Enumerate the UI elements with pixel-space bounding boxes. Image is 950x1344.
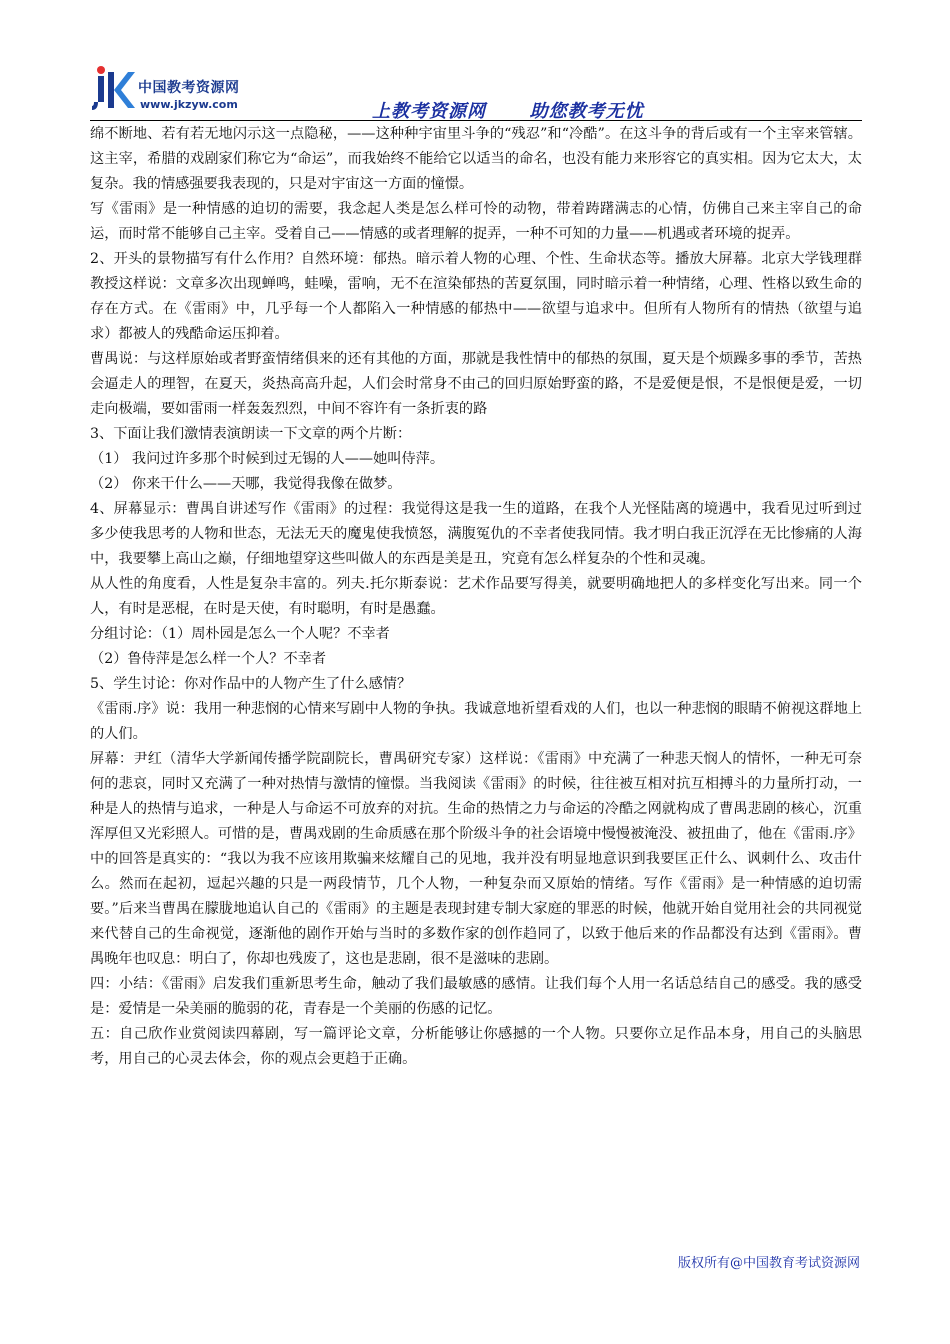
logo-name: 中国教考资源网	[138, 80, 240, 96]
footer-copyright: 版权所有@中国教育考试资源网	[677, 1256, 860, 1271]
document-body	[90, 122, 862, 1072]
paragraph: 四：小结：《雷雨》启发我们重新思考生命，触动了我们最敏感的感情。让我们每个人用一名话总结自己的感受。我的感受是：爱情是一朵美丽的脆弱的花，青春是一个美丽的伤感的记忆。	[90, 976, 862, 1017]
header-slogan: 上教考资源网 助您教考无忧	[372, 101, 644, 122]
jk-logo-icon	[92, 64, 136, 114]
paragraph: 曹禺说：与这样原始或者野蛮情绪俱来的还有其他的方面，那就是我性情中的郁热的氛围，夏天是个烦躁多事的季节，苦热会逼走人的理智，在夏天，炎热高高升起，人们会时常身不由己的回归原始野蛮的路，不是爱便是恨，不是恨便是爱，一切走向极端，要如雷雨一样轰轰烈烈，中间不容许有一条折衷的路	[90, 351, 862, 417]
paragraph: 3、下面让我们激情表演朗读一下文章的两个片断：	[90, 426, 412, 442]
paragraph: 绵不断地、若有若无地闪示这一点隐秘，——这种种宇宙里斗争的“残忍”和“冷酷”。在这斗争的背后或有一个主宰来管辖。这主宰，希腊的戏剧家们称它为“命运”，而我始终不能给它以适当的命名，也没有能力来形容它的真实相。因为它太大，太复杂。我的情感强要我表现的，只是对宇宙这一方面的憧憬。	[90, 126, 862, 192]
logo-url: www.jkzyw.com	[140, 98, 238, 111]
paragraph: 五：自己欣作业赏阅读四幕剧，写一篇评论文章，分析能够让你感撼的一个人物。只要你立足作品本身，用自己的头脑思考，用自己的心灵去体会，你的观点会更趋于正确。	[90, 1026, 862, 1067]
paragraph: 从人性的角度看，人性是复杂丰富的。列夫.托尔斯泰说：艺术作品要写得美，就要明确地把人的多样变化写出来。同一个人，有时是恶棍，在时是天使，有时聪明，有时是愚蠢。	[90, 576, 862, 617]
paragraph: （1） 我问过许多那个时候到过无锡的人——她叫侍萍。	[90, 451, 445, 467]
paragraph: 5、学生讨论：你对作品中的人物产生了什么感情？	[90, 676, 412, 692]
paragraph: 《雷雨.序》说：我用一种悲悯的心情来写剧中人物的争执。我诚意地祈望看戏的人们，也以一种悲悯的眼睛不俯视这群地上的人们。	[90, 701, 862, 742]
paragraph: （2）鲁侍萍是怎么样一个人？不幸者	[90, 651, 327, 667]
header-divider	[90, 120, 862, 121]
paragraph: （2） 你来干什么——天哪，我觉得我像在做梦。	[90, 476, 402, 492]
paragraph: 写《雷雨》是一种情感的迫切的需要，我念起人类是怎么样可怜的动物，带着踌躇满志的心情，仿佛自己来主宰自己的命运，而时常不能够自己主宰。受着自己——情感的或者理解的捉弄，一种不可知的力量——机遇或者环境的捉弄。	[90, 201, 862, 242]
page-header	[90, 60, 862, 120]
paragraph: 屏幕：尹红（清华大学新闻传播学院副院长，曹禺研究专家）这样说：《雷雨》中充满了一种悲天悯人的情怀，一种无可奈何的悲哀，同时又充满了一种对热情与激情的憧憬。当我阅读《雷雨》的时候，往往被互相对抗互相搏斗的力量所打动，一种是人的热情与追求，一种是人与命运不可放弃的对抗。生命的热情之力与命运的冷酷之网就构成了曹禺悲剧的核心，沉重浑厚但又光彩照人。可惜的是，曹禺戏剧的生命质感在那个阶级斗争的社会语境中慢慢被淹没、被扭曲了，他在《雷雨.序》中的回答是真实的：“我以为我不应该用欺骗来炫耀自己的见地，我并没有明显地意识到我要匡正什么、讽刺什么、攻击什么。然而在起初，逗起兴趣的只是一两段情节，几个人物，一种复杂而又原始的情绪。写作《雷雨》是一种情感的迫切需要。”后来当曹禺在朦胧地追认自己的《雷雨》的主题是表现封建专制大家庭的罪恶的时候，他就开始自觉用社会的共同视觉来代替自己的生命视觉，逐渐他的剧作开始与当时的多数作家的创作趋同了，以致于他后来的作品都没有达到《雷雨》。曹禺晚年也叹息：明白了，你却也残废了，这也是悲剧，很不是滋味的悲剧。	[90, 751, 862, 967]
paragraph: 2、开头的景物描写有什么作用？自然环境：郁热。暗示着人物的心理、个性、生命状态等。播放大屏幕。北京大学钱理群教授这样说：文章多次出现蝉鸣，蛙噪，雷响，无不在渲染郁热的苦夏氛围，同时暗示着一种情绪，心理、性格以致生命的存在方式。在《雷雨》中，几乎每一个人都陷入一种情感的郁热中——欲望与追求中。但所有人物所有的情热（欲望与追求）都被人的残酷命运压抑着。	[90, 251, 862, 342]
paragraph: 4、屏幕显示：曹禺自讲述写作《雷雨》的过程：我觉得这是我一生的道路，在我个人光怪陆离的境遇中，我看见过听到过多少使我思考的人物和世态，无法无天的魔鬼使我愤怒，满腹冤仇的不幸者使我同情。我才明白我正沉浮在无比惨痛的人海中，我要攀上高山之巅，仔细地望穿这些叫做人的东西是美是丑，究竟有怎么样复杂的个性和灵魂。	[90, 501, 862, 567]
paragraph: 分组讨论：（1）周朴园是怎么一个人呢？不幸者	[90, 626, 390, 642]
